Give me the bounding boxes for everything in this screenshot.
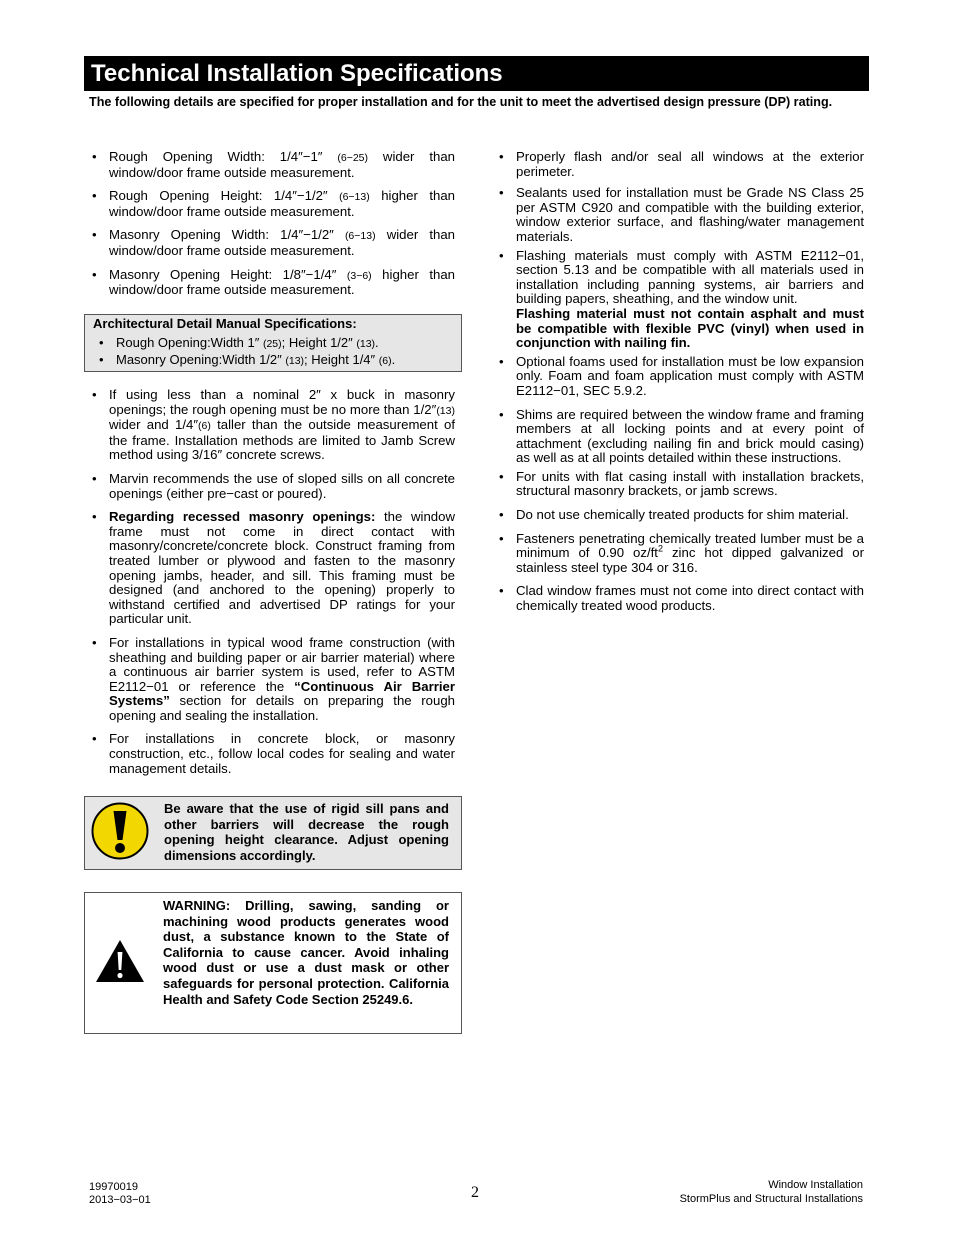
- list-item: • Masonry Opening Width: 1/4″−1/2″ (6−13) wider than window/door frame outside measurement.: [84, 228, 455, 258]
- list-item: • Fasteners penetrating chemically treated lumber must be a minimum of 0.90 $oz/ft^2$ zinc hot dipped galvanized or stainless steel type 304 or 316.: [491, 532, 864, 576]
- list-item: • Optional foams used for installation must be low expansion only. Foam and foam application must comply with ASTM E2112−01, SEC 5.9.2.: [491, 355, 864, 399]
- list-item: • Rough Opening:Width 1″ (25); Height 1/2″ (13).: [99, 335, 395, 352]
- list-item: • For installations in typical wood frame construction (with sheathing and building paper or air barrier material) where a continuous air barrier system is used, refer to ASTM E2112−01 or reference the “Continuous Air Barrier Systems” section for details on preparing the rough opening and sealing the installation.: [84, 636, 455, 724]
- list-item: • Properly flash and/or seal all windows at the exterior perimeter.: [491, 150, 864, 179]
- right-specs: [491, 150, 864, 623]
- warning-box: [84, 892, 462, 1034]
- list-item: • Sealants used for installation must be Grade NS Class 25 per ASTM C920 and compatible with the building exterior, window exterior surface, and flashing/water management materials.: [491, 186, 864, 244]
- list-item: • For units with flat casing install with installation brackets, structural masonry brackets, or jamb screws.: [491, 470, 864, 499]
- list-item: • Rough Opening Height: 1/4″−1/2″ (6−13) higher than window/door frame outside measurement.: [84, 189, 455, 219]
- list-item: • Regarding recessed masonry openings: the window frame must not come in direct contact with masonry/concrete/concrete block. Construct framing from treated lumber or plywood and fasten to the masonry opening jambs, header, and sill. This framing must be designed (and anchored to the opening) properly to withstand certified and advertised DP ratings for your particular unit.: [84, 510, 455, 627]
- warning-text: WARNING: Drilling, sawing, sanding or machining wood products generates wood dust, a substance known to the State of California to cause cancer. Avoid inhaling wood dust or use a dust mask or other safeguards for personal protection. California Health and Safety Code Section 25249.6.: [163, 898, 449, 1007]
- footer-title-line2: StormPlus and Structural Installations: [679, 1192, 863, 1205]
- architectural-spec-heading: Architectural Detail Manual Specifications:: [93, 316, 357, 331]
- list-item: • Marvin recommends the use of sloped sills on all concrete openings (either pre−cast or poured).: [84, 472, 455, 501]
- list-item: • Do not use chemically treated products for shim material.: [491, 508, 864, 523]
- warning-triangle-icon: [95, 939, 145, 983]
- footer-title-line1: Window Installation: [768, 1179, 863, 1191]
- list-item: • Flashing materials must comply with ASTM E2112−01, section 5.13 and be compatible with all materials used in installation including panning systems, air barriers and building papers, sheathing, and the window unit. Flashing material must not contain asphalt and must be compatible with flexible PVC (vinyl) when used in conjunction with nailing fin.: [491, 249, 864, 351]
- page-title: Technical Installation Specifications: [84, 56, 869, 91]
- list-item: • For installations in concrete block, or masonry construction, etc., follow local codes for sealing and water management details.: [84, 732, 455, 776]
- list-item: • If using less than a nominal 2″ x buck in masonry openings; the rough opening must be no more than 1/2″(13) wider and 1/4″(6) taller than the outside measurement of the frame. Installation methods are limited to Jamb Screw method using 3/16″ concrete screws.: [84, 388, 455, 463]
- list-item: • Masonry Opening:Width 1/2″ (13); Height 1/4″ (6).: [99, 352, 395, 369]
- list-item: • Masonry Opening Height: 1/8″−1/4″ (3−6) higher than window/door frame outside measurement.: [84, 268, 455, 298]
- footer-doc-info: [89, 1181, 151, 1207]
- list-item: • Clad window frames must not come into direct contact with chemically treated wood products.: [491, 584, 864, 613]
- caution-text: Be aware that the use of rigid sill pans and other barriers will decrease the rough opening height clearance. Adjust opening dimensions accordingly.: [164, 801, 449, 863]
- left-specs: [84, 150, 455, 307]
- architectural-spec-box: [84, 314, 462, 372]
- intro-text: The following details are specified for proper installation and for the unit to meet the advertised design pressure (DP) rating.: [89, 95, 833, 109]
- caution-exclamation-icon: [91, 802, 149, 860]
- list-item: • Rough Opening Width: 1/4″−1″ (6−25) wider than window/door frame outside measurement.: [84, 150, 455, 180]
- left-notes: [84, 388, 455, 785]
- doc-number: 19970019: [89, 1181, 138, 1193]
- page-number: 2: [471, 1184, 479, 1201]
- list-item: • Shims are required between the window frame and framing members at all locking points and at every point of attachment (excluding nailing fin and brick mould casing) as well as at all points detailed within these instructions.: [491, 408, 864, 466]
- caution-box: [84, 796, 462, 870]
- footer-doc-title: [680, 1179, 863, 1206]
- doc-date: 2013−03−01: [89, 1194, 151, 1206]
